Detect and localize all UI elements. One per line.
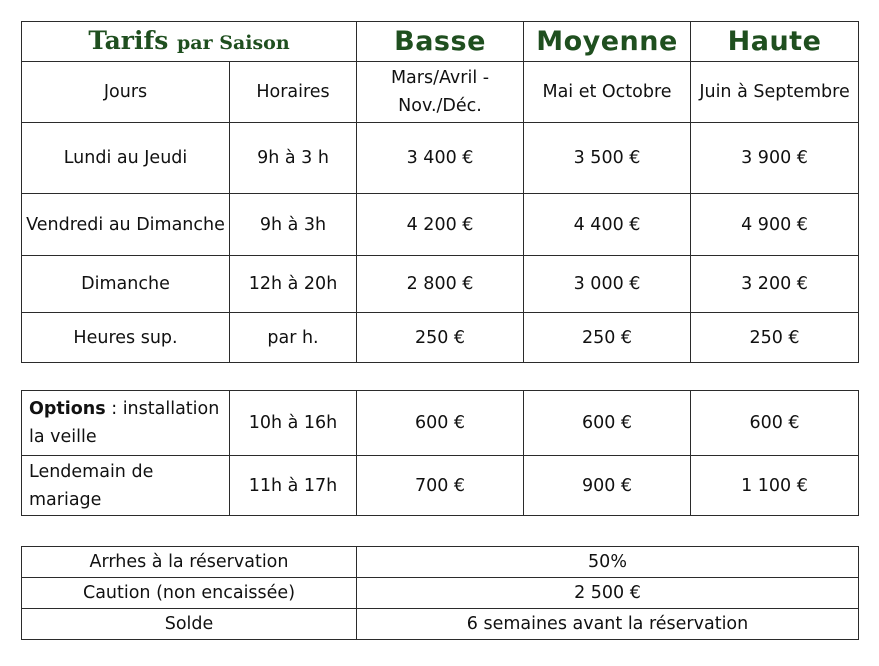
season-mid: Moyenne <box>524 22 691 62</box>
condition-value: 2 500 € <box>357 578 859 609</box>
row-days: Dimanche <box>22 256 230 313</box>
conditions-table <box>21 546 859 640</box>
price-cell: 600 € <box>524 391 691 456</box>
condition-label: Solde <box>22 609 357 640</box>
price-cell: 4 400 € <box>524 194 691 256</box>
price-cell: 1 100 € <box>691 456 859 516</box>
table-row <box>22 391 859 456</box>
table-row <box>22 123 859 194</box>
price-cell: 3 200 € <box>691 256 859 313</box>
price-cell: 3 400 € <box>357 123 524 194</box>
row-days: Heures sup. <box>22 313 230 363</box>
season-high: Haute <box>691 22 859 62</box>
option-label-text: : installation la veille <box>29 399 220 447</box>
col-header-hours: Horaires <box>230 62 357 123</box>
condition-label: Arrhes à la réservation <box>22 547 357 578</box>
table-row <box>22 256 859 313</box>
title-sub: par Saison <box>177 31 290 54</box>
price-cell: 600 € <box>691 391 859 456</box>
option-label <box>22 391 230 456</box>
option-label-bold: Options <box>29 399 106 419</box>
header-row <box>22 22 859 62</box>
option-label-text: Lendemain de mariage <box>29 461 154 510</box>
row-hours: 12h à 20h <box>230 256 357 313</box>
options-table <box>21 390 859 516</box>
table-row <box>22 578 859 609</box>
row-hours: 9h à 3 h <box>230 123 357 194</box>
table-row <box>22 456 859 516</box>
pricing-table <box>21 21 859 363</box>
condition-label: Caution (non encaissée) <box>22 578 357 609</box>
period-low: Mars/Avril - Nov./Déc. <box>357 62 524 123</box>
price-cell: 250 € <box>691 313 859 363</box>
table-row <box>22 194 859 256</box>
col-header-days: Jours <box>22 62 230 123</box>
row-hours: par h. <box>230 313 357 363</box>
option-label <box>22 456 230 516</box>
price-cell: 3 900 € <box>691 123 859 194</box>
price-cell: 250 € <box>357 313 524 363</box>
price-cell: 700 € <box>357 456 524 516</box>
table-row <box>22 313 859 363</box>
season-low: Basse <box>357 22 524 62</box>
table-title <box>22 22 357 62</box>
row-hours: 9h à 3h <box>230 194 357 256</box>
row-days: Lundi au Jeudi <box>22 123 230 194</box>
table-row <box>22 609 859 640</box>
period-high: Juin à Septembre <box>691 62 859 123</box>
subheader-row <box>22 62 859 123</box>
price-cell: 250 € <box>524 313 691 363</box>
price-cell: 900 € <box>524 456 691 516</box>
row-days: Vendredi au Dimanche <box>22 194 230 256</box>
condition-value: 50% <box>357 547 859 578</box>
period-mid: Mai et Octobre <box>524 62 691 123</box>
option-hours: 11h à 17h <box>230 456 357 516</box>
price-cell: 2 800 € <box>357 256 524 313</box>
table-row <box>22 547 859 578</box>
option-hours: 10h à 16h <box>230 391 357 456</box>
price-cell: 3 000 € <box>524 256 691 313</box>
price-cell: 4 200 € <box>357 194 524 256</box>
price-cell: 3 500 € <box>524 123 691 194</box>
title-main: Tarifs <box>88 25 169 55</box>
condition-value: 6 semaines avant la réservation <box>357 609 859 640</box>
price-cell: 4 900 € <box>691 194 859 256</box>
price-cell: 600 € <box>357 391 524 456</box>
